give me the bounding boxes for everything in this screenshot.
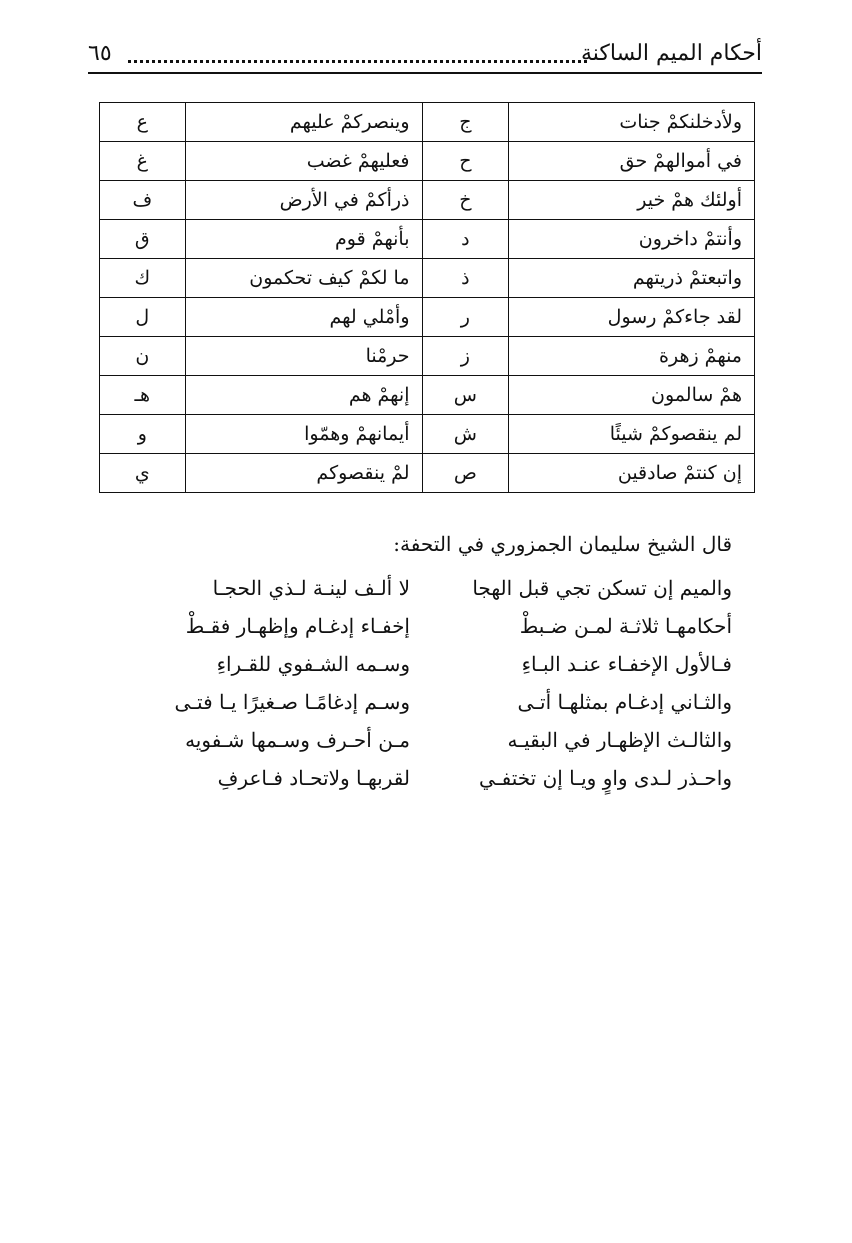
table-row xyxy=(100,454,755,493)
example-letter: ص xyxy=(422,454,509,493)
verse-first-hemistich: والميم إن تسكن تجي قبل الهجا xyxy=(472,576,732,600)
example-word: لقد جاءكمْ رسول xyxy=(509,298,755,337)
verse-first-hemistich: فـالأول الإخفـاء عنـد البـاءِ xyxy=(521,652,732,676)
example-letter: ل xyxy=(100,298,186,337)
poem xyxy=(120,572,732,800)
poem-verse xyxy=(120,648,732,686)
header-dot-leader xyxy=(128,60,587,63)
verse-second-hemistich: إخفـاء إدغـام وإظهـار فقـطْ xyxy=(185,614,410,638)
poem-verse xyxy=(120,686,732,724)
example-letter: ك xyxy=(100,259,186,298)
example-word: وأنتمْ داخرون xyxy=(509,220,755,259)
example-word: فعليهمْ غضب xyxy=(185,142,422,181)
example-word: ذرأكمْ في الأرض xyxy=(185,181,422,220)
example-letter: خ xyxy=(422,181,509,220)
example-word: ما لكمْ كيف تحكمون xyxy=(185,259,422,298)
example-letter: ن xyxy=(100,337,186,376)
example-letter: ق xyxy=(100,220,186,259)
verse-second-hemistich: مـن أحـرف وسـمها شـفويه xyxy=(185,728,410,752)
examples-table xyxy=(99,102,755,493)
example-letter: ج xyxy=(422,103,509,142)
table-row xyxy=(100,415,755,454)
example-letter: ش xyxy=(422,415,509,454)
table-row xyxy=(100,103,755,142)
verse-first-hemistich: أحكامهـا ثلاثـة لمـن ضـبطْ xyxy=(519,614,732,638)
examples-table-body xyxy=(100,103,755,493)
example-letter: د xyxy=(422,220,509,259)
table-row xyxy=(100,259,755,298)
table-row xyxy=(100,220,755,259)
page-header xyxy=(88,40,762,72)
example-word: بأنهمْ قوم xyxy=(185,220,422,259)
example-word: منهمْ زهرة xyxy=(509,337,755,376)
chapter-title: أحكام الميم الساكنة xyxy=(580,41,762,66)
example-word: همْ سالمون xyxy=(509,376,755,415)
table-row xyxy=(100,298,755,337)
example-letter: ي xyxy=(100,454,186,493)
example-word: وأمْلي لهم xyxy=(185,298,422,337)
verse-first-hemistich: والثـاني إدغـام بمثلهـا أتـى xyxy=(517,690,732,714)
verse-second-hemistich: لا ألـف لينـة لـذي الحجـا xyxy=(212,576,410,600)
example-letter: ر xyxy=(422,298,509,337)
verse-second-hemistich: وسـمه الشـفوي للقـراءِ xyxy=(216,652,410,676)
table-row xyxy=(100,376,755,415)
table-row xyxy=(100,337,755,376)
example-word: واتبعتمْ ذريتهم xyxy=(509,259,755,298)
table-row xyxy=(100,181,755,220)
example-letter: ع xyxy=(100,103,186,142)
header-rule xyxy=(88,72,762,74)
example-word: ولأدخلنكمْ جنات xyxy=(509,103,755,142)
example-word: إنهمْ هم xyxy=(185,376,422,415)
example-letter: و xyxy=(100,415,186,454)
poem-verse xyxy=(120,724,732,762)
example-word: أولئك همْ خير xyxy=(509,181,755,220)
poem-verse xyxy=(120,762,732,800)
example-letter: ذ xyxy=(422,259,509,298)
example-letter: هـ xyxy=(100,376,186,415)
verse-second-hemistich: لقربهـا ولاتحـاد فـاعرفِ xyxy=(217,766,410,790)
example-word: في أموالهمْ حق xyxy=(509,142,755,181)
example-letter: غ xyxy=(100,142,186,181)
example-letter: س xyxy=(422,376,509,415)
poem-intro: قال الشيخ سليمان الجمزوري في التحفة: xyxy=(393,532,732,556)
poem-verse xyxy=(120,610,732,648)
example-word: وينصركمْ عليهم xyxy=(185,103,422,142)
example-letter: ف xyxy=(100,181,186,220)
page-number: ٦٥ xyxy=(88,41,112,66)
example-letter: ح xyxy=(422,142,509,181)
verse-first-hemistich: واحـذر لـدى واوٍ ويـا إن تختفـي xyxy=(479,766,732,790)
example-word: لم ينقصوكمْ شيئًا xyxy=(509,415,755,454)
example-word: أيمانهمْ وهمّوا xyxy=(185,415,422,454)
verse-first-hemistich: والثالـث الإظهـار في البقيـه xyxy=(507,728,732,752)
table-row xyxy=(100,142,755,181)
example-letter: ز xyxy=(422,337,509,376)
example-word: لمْ ينقصوكم xyxy=(185,454,422,493)
poem-verse xyxy=(120,572,732,610)
example-word: إن كنتمْ صادقين xyxy=(509,454,755,493)
example-word: حرمْنا xyxy=(185,337,422,376)
verse-second-hemistich: وسـم إدغامًـا صـغيرًا يـا فتـى xyxy=(174,690,410,714)
